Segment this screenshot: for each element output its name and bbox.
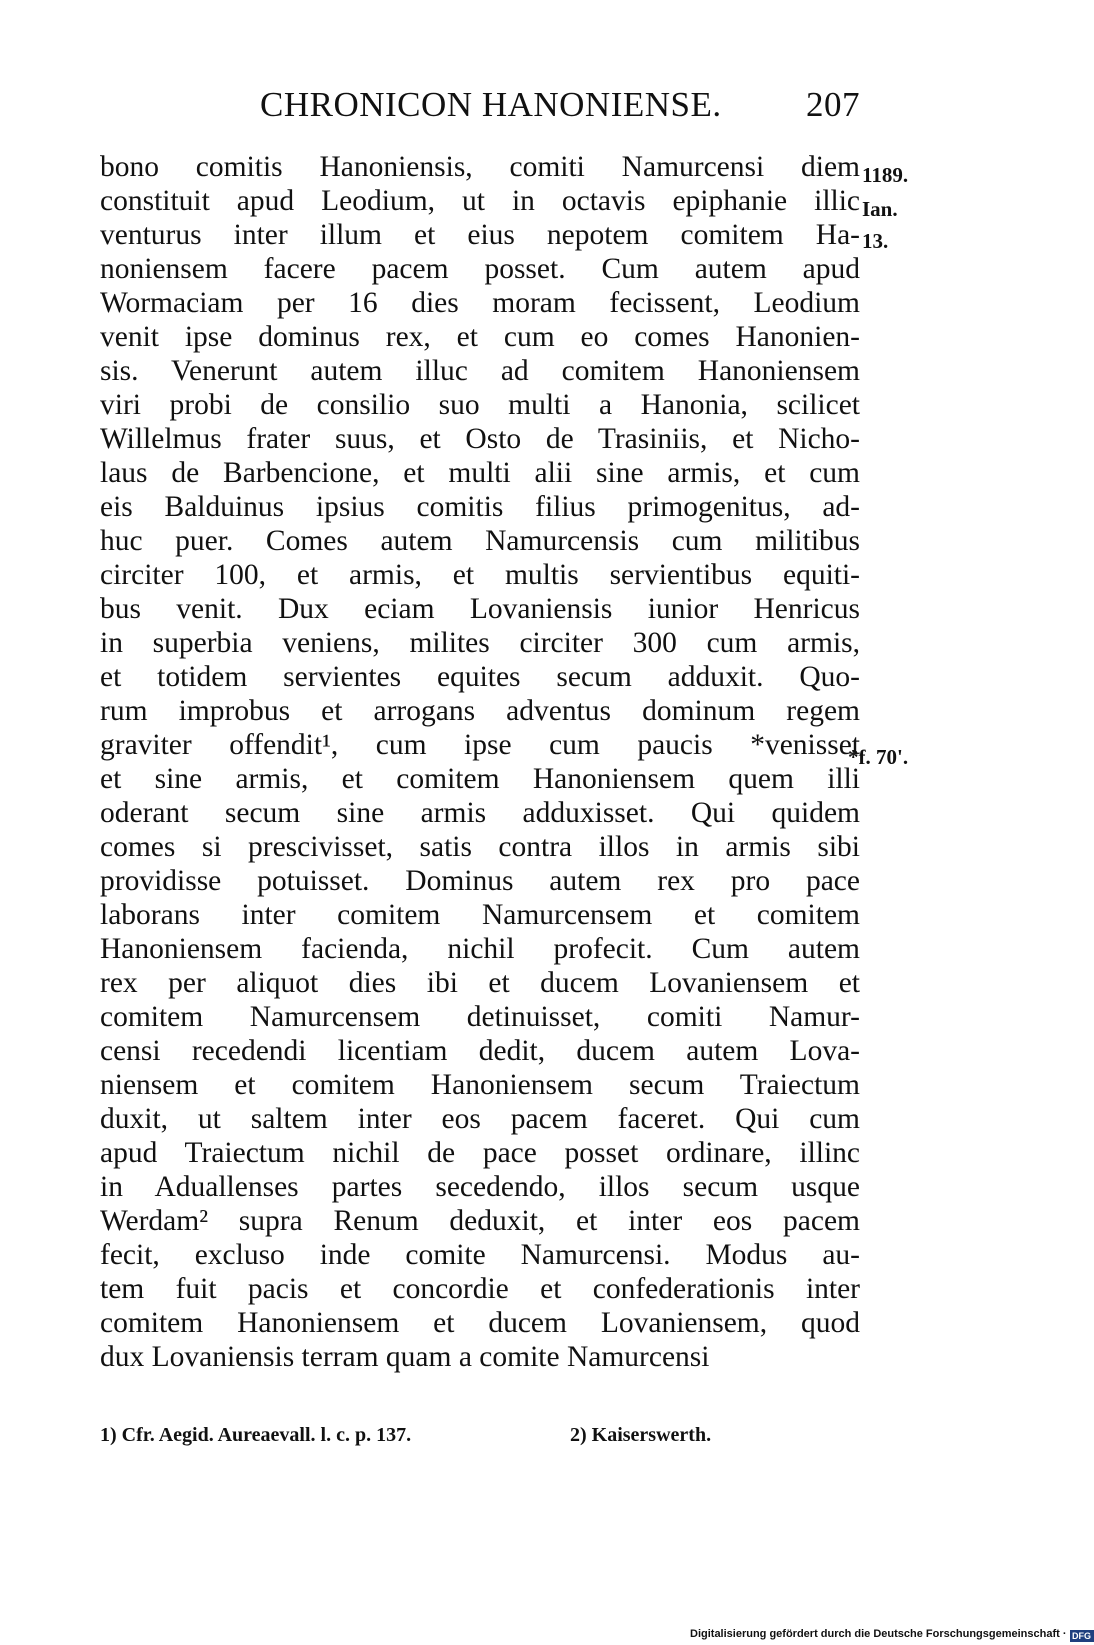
text-line: viri probi de consilio suo multi a Hanonia, scilicet xyxy=(100,389,860,421)
text-line: bono comitis Hanoniensis, comiti Namurcensi diem xyxy=(100,151,860,183)
text-line: venturus inter illum et eius nepotem comitem Ha- xyxy=(100,219,860,251)
main-text xyxy=(100,150,860,1374)
text-line: providisse potuisset. Dominus autem rex pro pace xyxy=(100,865,860,897)
text-line: censi recedendi licentiam dedit, ducem autem Lova- xyxy=(100,1035,860,1067)
credit-text: Digitalisierung gefördert durch die Deutsche Forschungsgemeinschaft · xyxy=(690,1628,1067,1640)
page-number: 207 xyxy=(806,85,860,124)
digitization-credit xyxy=(690,1628,1094,1642)
margin-note-year: 1189. xyxy=(862,163,909,187)
text-line: bus venit. Dux eciam Lovaniensis iunior Henricus xyxy=(100,593,860,625)
text-line: comitem Hanoniensem et ducem Lovaniensem, quod xyxy=(100,1307,860,1339)
text-line: Hanoniensem facienda, nichil profecit. Cum autem xyxy=(100,933,860,965)
text-line: rum improbus et arrogans adventus dominum regem xyxy=(100,695,860,727)
text-line: graviter offendit¹, cum ipse cum paucis *venisset xyxy=(100,729,860,761)
text-line: Werdam² supra Renum deduxit, et inter eos pacem xyxy=(100,1205,860,1237)
text-line: noniensem facere pacem posset. Cum autem apud xyxy=(100,253,860,285)
dfg-logo: DFG xyxy=(1070,1630,1094,1642)
text-line: in Aduallenses partes secedendo, illos secum usque xyxy=(100,1171,860,1203)
text-line: niensem et comitem Hanoniensem secum Traiectum xyxy=(100,1069,860,1101)
text-line: duxit, ut saltem inter eos pacem faceret. Qui cum xyxy=(100,1103,860,1135)
footnote-2: 2) Kaiserswerth. xyxy=(570,1424,712,1446)
running-title: CHRONICON HANONIENSE. xyxy=(260,85,722,124)
running-header xyxy=(100,85,860,129)
footnotes xyxy=(100,1420,860,1450)
text-line: et sine armis, et comitem Hanoniensem quem illi xyxy=(100,763,860,795)
text-line: tem fuit pacis et concordie et confederationis inter xyxy=(100,1273,860,1305)
text-line: dux Lovaniensis terram quam a comite Namurcensi xyxy=(100,1341,710,1373)
margin-note-day: 13. xyxy=(862,229,889,253)
text-line: huc puer. Comes autem Namurcensis cum militibus xyxy=(100,525,860,557)
text-line: sis. Venerunt autem illuc ad comitem Hanoniensem xyxy=(100,355,860,387)
text-line: comitem Namurcensem detinuisset, comiti Namur- xyxy=(100,1001,860,1033)
text-line: apud Traiectum nichil de pace posset ordinare, illinc xyxy=(100,1137,860,1169)
text-line: fecit, excluso inde comite Namurcensi. Modus au- xyxy=(100,1239,860,1271)
text-line: eis Balduinus ipsius comitis filius primogenitus, ad- xyxy=(100,491,860,523)
text-line: rex per aliquot dies ibi et ducem Lovaniensem et xyxy=(100,967,860,999)
footnote-1: 1) Cfr. Aegid. Aureaevall. l. c. p. 137. xyxy=(100,1424,412,1446)
text-line: laus de Barbencione, et multi alii sine armis, et cum xyxy=(100,457,860,489)
text-line: venit ipse dominus rex, et cum eo comes Hanonien- xyxy=(100,321,860,353)
text-line: Wormaciam per 16 dies moram fecissent, Leodium xyxy=(100,287,860,319)
text-line: Willelmus frater suus, et Osto de Trasiniis, et Nicho- xyxy=(100,423,860,455)
text-line: comes si prescivisset, satis contra illos in armis sibi xyxy=(100,831,860,863)
margin-note-folio: *f. 70'. xyxy=(848,745,909,769)
text-line: oderant secum sine armis adduxisset. Qui quidem xyxy=(100,797,860,829)
text-line: constituit apud Leodium, ut in octavis epiphanie illic xyxy=(100,185,860,217)
text-line: in superbia veniens, milites circiter 300 cum armis, xyxy=(100,627,860,659)
text-line: laborans inter comitem Namurcensem et comitem xyxy=(100,899,860,931)
text-line: circiter 100, et armis, et multis servientibus equiti- xyxy=(100,559,860,591)
margin-note-month: Ian. xyxy=(862,197,898,221)
text-line: et totidem servientes equites secum adduxit. Quo- xyxy=(100,661,860,693)
